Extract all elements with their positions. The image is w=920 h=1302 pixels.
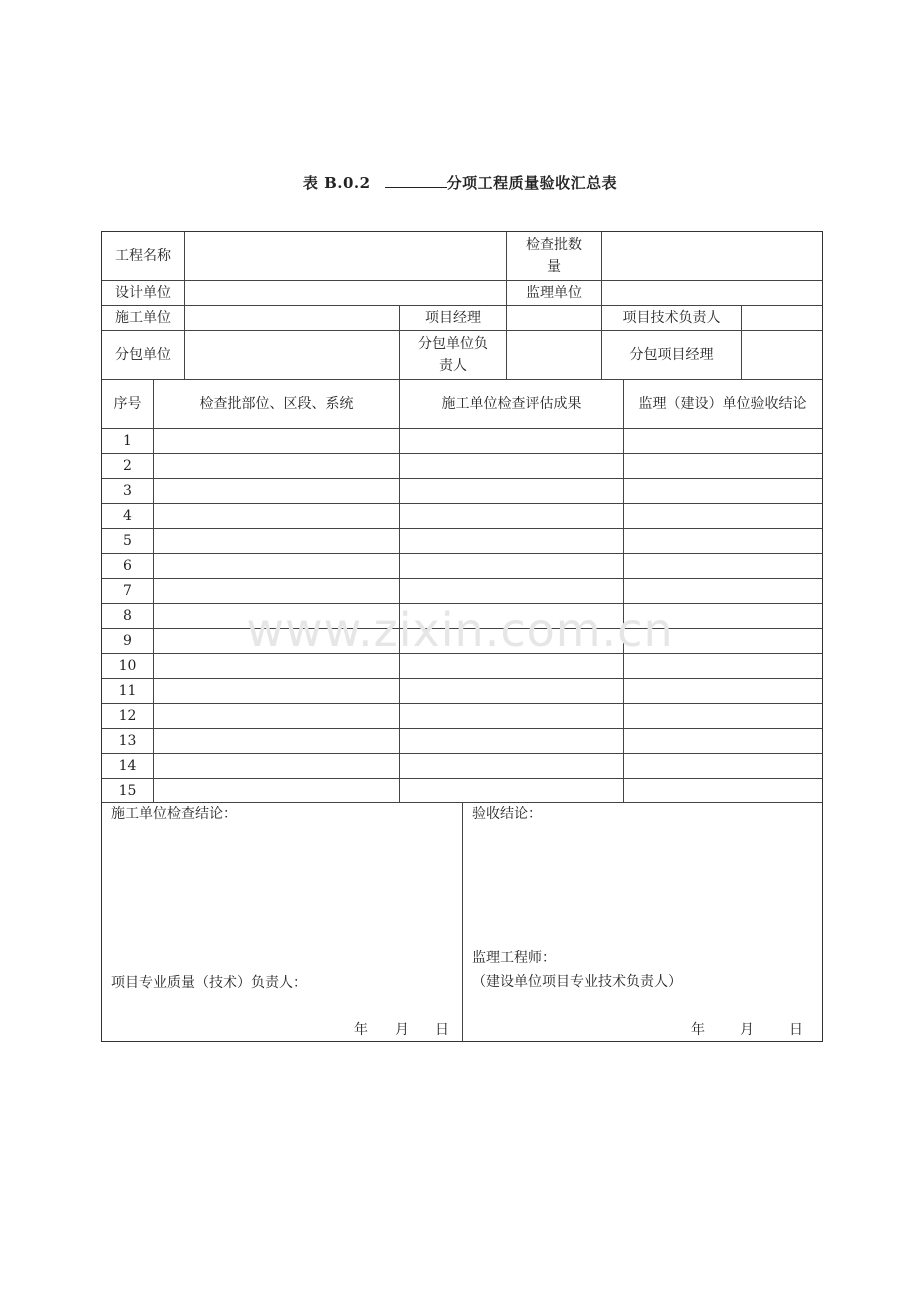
year-label: 年 xyxy=(354,1022,368,1038)
label-subcontract-pm: 分包项目经理 xyxy=(629,347,714,363)
label-construction-unit: 施工单位 xyxy=(115,310,171,326)
quality-lead-label: 项目专业质量（技术）负责人： xyxy=(111,975,307,991)
day-label: 日 xyxy=(789,1022,803,1038)
row-number: 5 xyxy=(123,533,132,549)
row-number: 10 xyxy=(118,658,137,674)
column-header-location: 检查批部位、区段、系统 xyxy=(199,396,354,412)
row-number: 14 xyxy=(118,758,137,774)
day-label: 日 xyxy=(435,1022,449,1038)
watermark: www.zixin.com.cn xyxy=(246,603,674,657)
design-unit-field[interactable] xyxy=(185,281,506,305)
blank-line[interactable] xyxy=(385,173,447,188)
subcontract-unit-field[interactable] xyxy=(185,331,399,379)
project-manager-field[interactable] xyxy=(507,306,601,330)
construction-unit-field[interactable] xyxy=(185,306,399,330)
row-number: 12 xyxy=(118,708,137,724)
label-subcontract-unit: 分包单位 xyxy=(115,347,171,363)
year-label: 年 xyxy=(691,1022,705,1038)
month-label: 月 xyxy=(395,1022,409,1038)
column-header-construction-result: 施工单位检查评估成果 xyxy=(441,396,582,412)
owner-lead-label: （建设单位项目专业技术负责人） xyxy=(472,974,682,990)
label-supervision-unit: 监理单位 xyxy=(526,285,582,301)
column-header-supervision-conclusion: 监理（建设）单位验收结论 xyxy=(638,396,807,412)
row-number: 4 xyxy=(123,508,132,524)
row-number: 3 xyxy=(123,483,132,499)
label-design-unit: 设计单位 xyxy=(115,285,171,301)
row-number: 6 xyxy=(123,558,132,574)
subcontract-pm-field[interactable] xyxy=(742,331,822,379)
row-number: 2 xyxy=(123,458,132,474)
row-number: 13 xyxy=(118,733,137,749)
subcontract-lead-field[interactable] xyxy=(507,331,601,379)
acceptance-conclusion-label: 验收结论： xyxy=(472,806,542,822)
row-number: 8 xyxy=(123,608,132,624)
project-name-field[interactable] xyxy=(185,232,506,280)
column-header-seq: 序号 xyxy=(113,396,142,412)
label-project-name: 工程名称 xyxy=(115,248,171,264)
row-number: 15 xyxy=(118,782,137,799)
construction-conclusion-label: 施工单位检查结论： xyxy=(111,806,237,822)
label-batch-count: 检查批数量 xyxy=(526,237,582,275)
label-project-manager: 项目经理 xyxy=(425,310,481,326)
label-tech-lead: 项目技术负责人 xyxy=(622,310,721,326)
batch-count-field[interactable] xyxy=(602,232,822,280)
row-number: 1 xyxy=(123,433,132,449)
supervising-engineer-label: 监理工程师： xyxy=(472,950,556,966)
label-subcontract-lead: 分包单位负责人 xyxy=(418,336,488,374)
summary-form xyxy=(101,231,823,1042)
row-number: 11 xyxy=(118,683,137,699)
row-number: 9 xyxy=(123,633,132,649)
month-label: 月 xyxy=(740,1022,754,1038)
form-title xyxy=(0,172,920,193)
form-title-text: 分项工程质量验收汇总表 xyxy=(446,174,618,192)
form-number: 表 B.0.2 xyxy=(302,174,371,192)
supervision-unit-field[interactable] xyxy=(602,281,822,305)
row-number: 7 xyxy=(123,583,132,599)
tech-lead-field[interactable] xyxy=(742,306,822,330)
